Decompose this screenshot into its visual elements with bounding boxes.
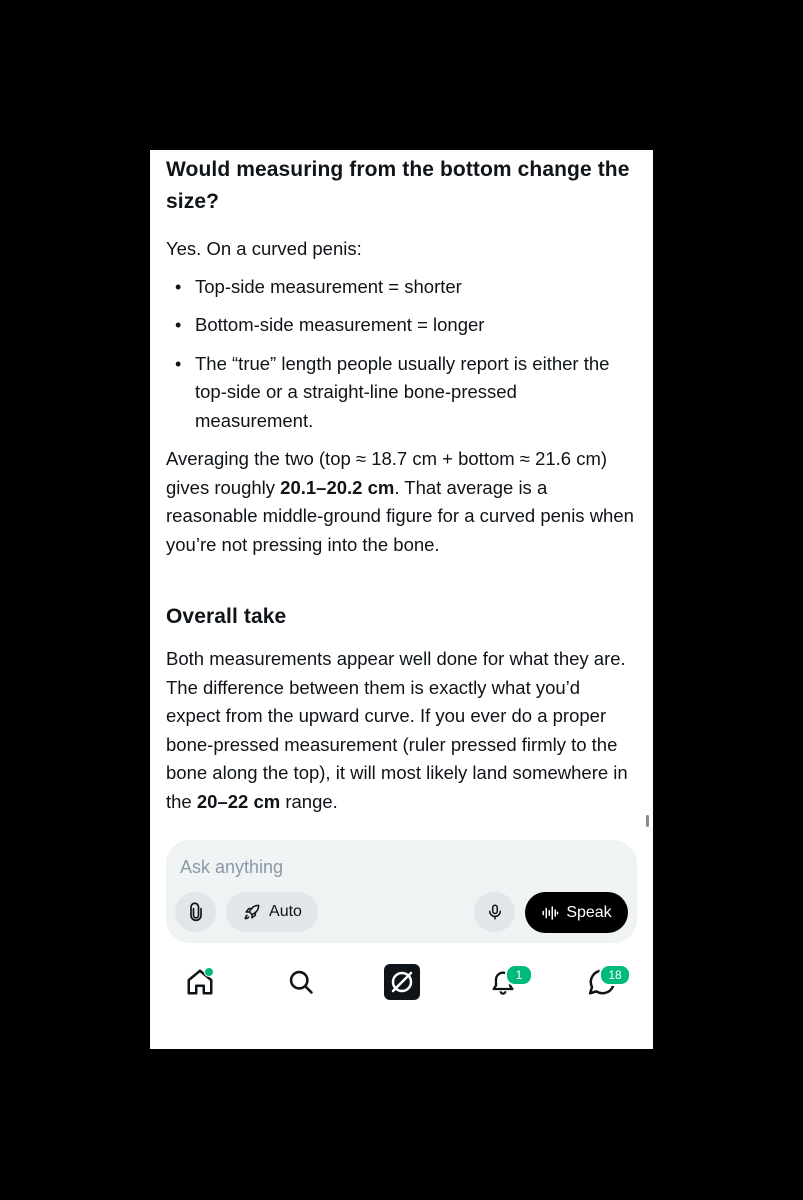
grok-icon (384, 964, 420, 1000)
paperclip-icon (186, 902, 206, 922)
speak-label: Speak (566, 903, 612, 921)
speak-button[interactable] (525, 892, 628, 933)
composer (166, 840, 637, 943)
heading-overall: Overall take (166, 605, 287, 628)
bottom-nav (150, 950, 653, 1020)
microphone-icon (486, 903, 504, 921)
list-item: • Bottom-side measurement = longer (166, 311, 636, 340)
auto-label: Auto (269, 903, 302, 920)
average-value: 20.1–20.2 cm (280, 476, 395, 498)
bullet-icon: • (175, 315, 182, 335)
nav-home[interactable] (180, 962, 220, 1002)
list-item: • Top-side measurement = shorter (166, 273, 636, 302)
list-item: • The “true” length people usually report is either the top-side or a straight-line bone-pressed measurement. (166, 350, 636, 436)
notifications-badge: 1 (505, 964, 533, 986)
messages-badge: 18 (599, 964, 631, 986)
nav-search[interactable] (281, 962, 321, 1002)
auto-mode-button[interactable] (226, 892, 318, 932)
response-content (166, 150, 636, 816)
waveform-icon (541, 904, 559, 922)
range-value: 20–22 cm (196, 790, 281, 812)
ask-input[interactable]: Ask anything (180, 857, 284, 877)
bullet-icon: • (175, 353, 182, 374)
nav-grok[interactable] (382, 962, 422, 1002)
mic-button[interactable] (474, 892, 515, 932)
overall-paragraph: Both measurements appear well done for what they are. The difference between them is exactly what you’d expect from the upward curve. If you ever do a proper bone-pressed measurement (ruler pressed firmly to the bone along the top), it will most likely land somewhere in the 20–22 cm range. (166, 648, 628, 812)
scrollbar[interactable] (646, 815, 649, 827)
home-notification-dot (204, 967, 214, 977)
attach-button[interactable] (175, 892, 216, 932)
intro-text: Yes. On a curved penis: (166, 238, 362, 259)
search-icon (287, 968, 315, 996)
nav-notifications[interactable] (483, 962, 523, 1002)
bullet-list (166, 273, 636, 436)
average-paragraph: Averaging the two (top ≈ 18.7 cm + bottom ≈ 21.6 cm) gives roughly 20.1–20.2 cm. That average is a reasonable middle-ground figure for a curved penis when you’re not pressing into the bone. (166, 448, 634, 555)
phone-screen (150, 150, 653, 1049)
nav-messages[interactable] (582, 962, 622, 1002)
rocket-icon (242, 902, 262, 922)
bullet-icon: • (175, 276, 182, 297)
heading-bottom-measure: Would measuring from the bottom change the size? (166, 158, 630, 213)
